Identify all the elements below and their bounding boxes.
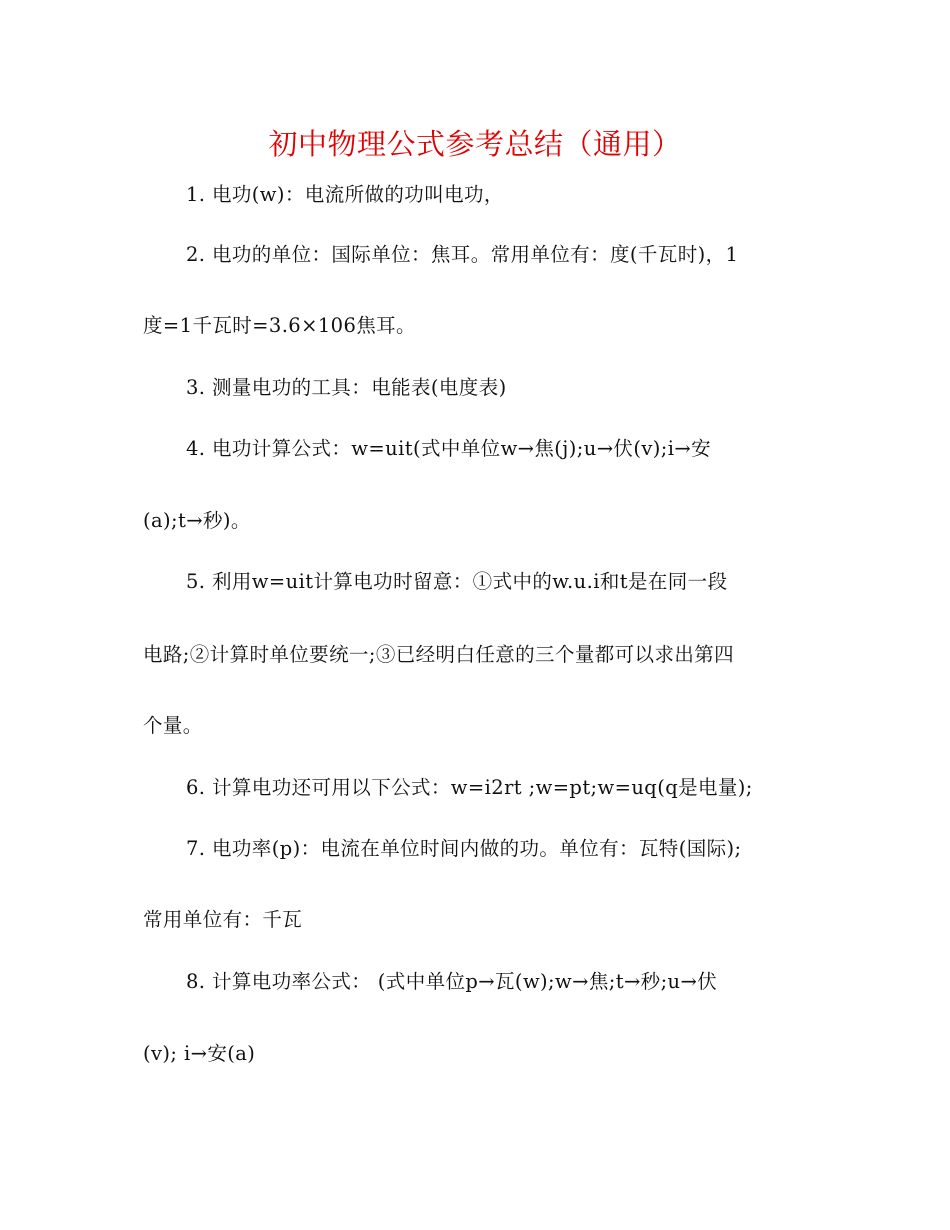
paragraph-line: 3. 测量电功的工具：电能表(电度表): [186, 376, 507, 399]
paragraph-line: 2. 电功的单位：国际单位：焦耳。常用单位有：度(千瓦时)，1: [186, 243, 739, 266]
paragraph-line: 度=1千瓦时=3.6×106焦耳。: [143, 314, 416, 337]
paragraph-line: 个量。: [143, 714, 203, 737]
paragraph-line: 5. 利用w=uit计算电功时留意：①式中的w.u.i和t是在同一段: [186, 570, 728, 593]
paragraph-line: (a);t→秒)。: [143, 509, 251, 532]
paragraph-line: 6. 计算电功还可用以下公式：w=i2rt ;w=pt;w=uq(q是电量);: [186, 776, 753, 799]
paragraph-line: 7. 电功率(p)：电流在单位时间内做的功。单位有：瓦特(国际);: [186, 837, 742, 860]
paragraph-line: 8. 计算电功率公式： (式中单位p→瓦(w);w→焦;t→秒;u→伏: [186, 970, 718, 993]
paragraph-line: 常用单位有：千瓦: [143, 908, 303, 931]
paragraph-line: 电路;②计算时单位要统一;③已经明白任意的三个量都可以求出第四: [143, 643, 735, 666]
paragraph-line: 1. 电功(w)：电流所做的功叫电功，: [186, 183, 504, 206]
paragraph-line: (v); i→安(a): [143, 1042, 256, 1065]
document-title: 初中物理公式参考总结（通用）: [268, 127, 682, 161]
paragraph-line: 4. 电功计算公式：w=uit(式中单位w→焦(j);u→伏(v);i→安: [186, 437, 712, 460]
